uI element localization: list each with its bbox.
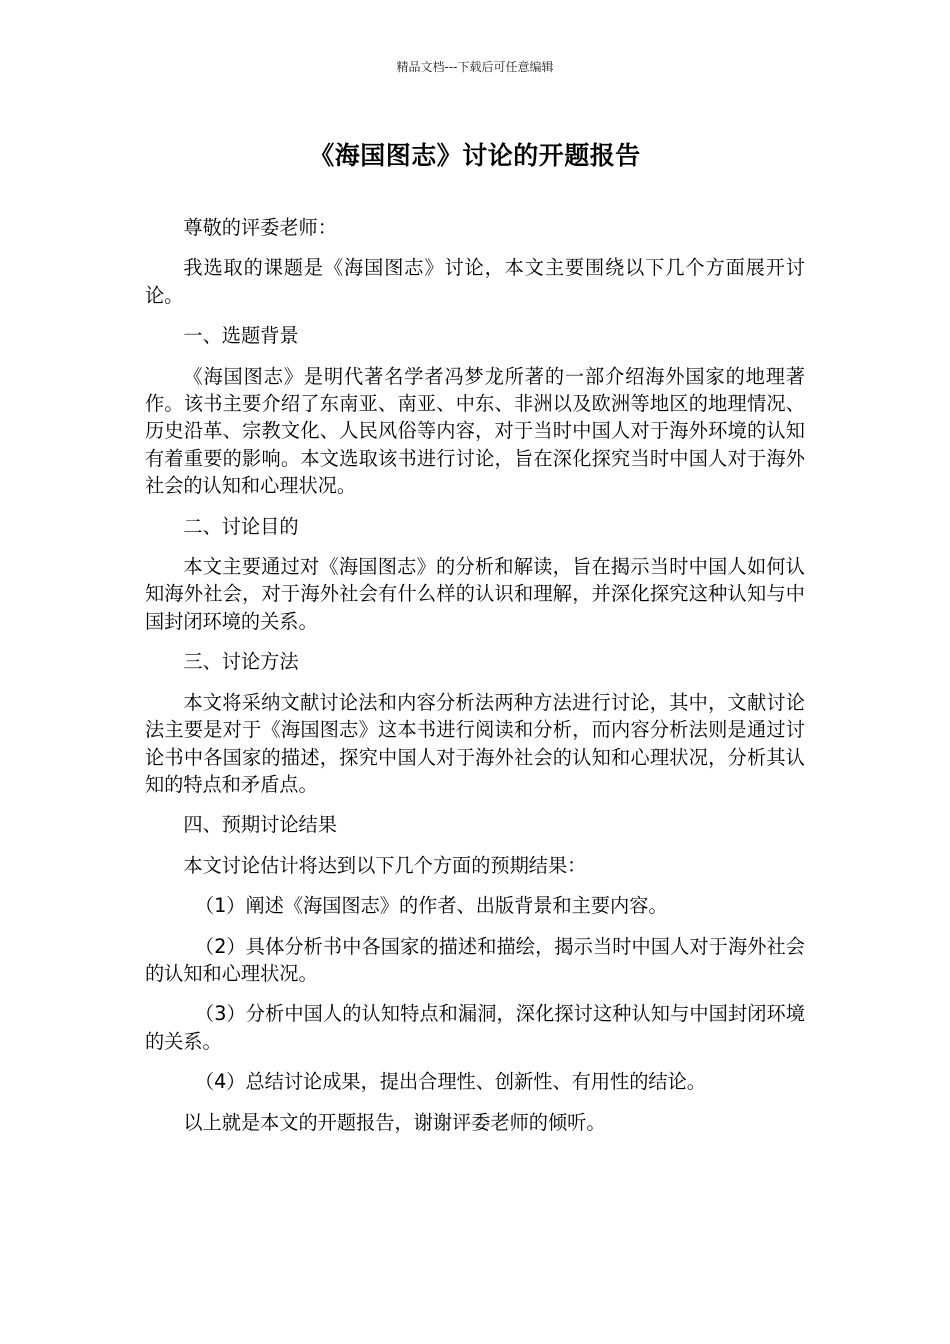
document-title: 《海国图志》讨论的开题报告 [309, 141, 641, 170]
body-paragraph: 本文将采纳文献讨论法和内容分析法两种方法进行讨论，其中，文献讨论法主要是对于《海国图志》这本书进行阅读和分析，而内容分析法则是通过讨论书中各国家的描述，探究中国人对于海外社会的认知和心理状况，分析其认知的特点和矛盾点。 [145, 690, 805, 796]
body-paragraph: 《海国图志》是明代著名学者冯梦龙所著的一部介绍海外国家的地理著作。该书主要介绍了东南亚、南亚、中东、非洲以及欧洲等地区的地理情况、历史沿革、宗教文化、人民风俗等内容，对于当时中国人对于海外环境的认知有着重要的影响。本文选取该书进行讨论，旨在深化探究当时中国人对于海外社会的认知和心理状况。 [145, 364, 805, 498]
list-item: （4）总结讨论成果，提出合理性、创新性、有用性的结论。 [194, 1070, 706, 1094]
page-header: 精品文档---下载后可任意编辑 [396, 60, 554, 74]
intro-paragraph: 我选取的课题是《海国图志》讨论，本文主要围绕以下几个方面展开讨论。 [145, 256, 805, 307]
list-item: （3）分析中国人的认知特点和漏洞，深化探讨这种认知与中国封闭环境的关系。 [145, 1002, 805, 1053]
list-item: （1）阐述《海国图志》的作者、出版背景和主要内容。 [194, 894, 668, 918]
section-heading: 一、选题背景 [183, 324, 299, 348]
document-body [145, 214, 805, 1149]
section-heading: 二、讨论目的 [183, 514, 299, 538]
closing-paragraph: 以上就是本文的开题报告，谢谢评委老师的倾听。 [183, 1110, 606, 1134]
body-paragraph: 本文主要通过对《海国图志》的分析和解读，旨在揭示当时中国人如何认知海外社会，对于海外社会有什么样的认识和理解，并深化探究这种认知与中国封闭环境的关系。 [145, 555, 805, 633]
salutation: 尊敬的评委老师： [183, 216, 337, 239]
section-heading: 三、讨论方法 [183, 650, 299, 674]
body-paragraph: 本文讨论估计将达到以下几个方面的预期结果： [183, 853, 587, 877]
section-heading: 四、预期讨论结果 [183, 813, 337, 837]
list-item: （2）具体分析书中各国家的描述和描绘，揭示当时中国人对于海外社会的认知和心理状况。 [145, 934, 805, 985]
